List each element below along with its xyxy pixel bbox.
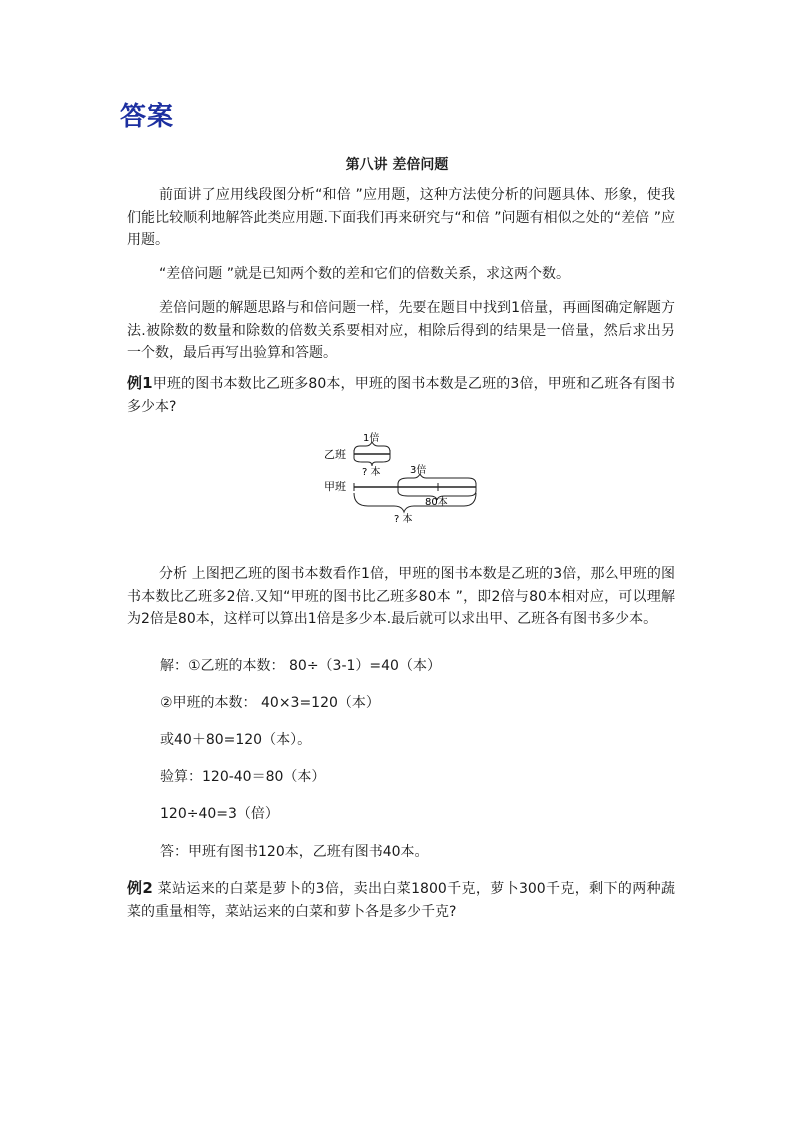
solution-step2-alt: 或40＋80=120（本）。: [160, 732, 312, 748]
answer-heading: 答案: [120, 102, 175, 132]
line-segment-diagram: [318, 430, 488, 526]
intro-paragraph: 前面讲了应用线段图分析“和倍 ”应用题，这种方法使分析的问题具体、形象，使我们能比较顺利地解答此类应用题.下面我们再来研究与“和倍 ”问题有相似之处的“差倍 ”应用题。: [127, 187, 675, 248]
example2-label: 例2: [127, 879, 153, 897]
brace-q-yi: [354, 458, 390, 466]
example1-label: 例1: [127, 374, 153, 392]
analysis-paragraph: 分析 上图把乙班的图书本数看作1倍，甲班的图书本数是乙班的3倍，那么甲班的图书本数比乙班多2倍.又知“甲班的图书比乙班多80本 ”，即2倍与80本相对应，可以理解为2倍是80本，这样可以算出1倍是多少本.最后就可以求出甲、乙班各有图书多少本。: [127, 566, 675, 627]
lesson-title: 第八讲 差倍问题: [345, 157, 449, 173]
solution-step2: ②甲班的本数： 40×3=120（本）: [160, 695, 380, 711]
method-paragraph: 差倍问题的解题思路与和倍问题一样，先要在题目中找到1倍量，再画图确定解题方法.被除数的数量和除数的倍数关系要相对应，相除后得到的结果是一倍量，然后求出另一个数，最后再写出验算和答题。: [127, 300, 675, 361]
check-line1: 验算：120-40＝80（本）: [160, 769, 326, 785]
definition-paragraph: “差倍问题 ”就是已知两个数的差和它们的倍数关系，求这两个数。: [159, 266, 570, 282]
example2-text: 菜站运来的白菜是萝卜的3倍，卖出白菜1800千克，萝卜300千克，剩下的两种蔬菜的重量相等，菜站运来的白菜和萝卜各是多少千克?: [127, 881, 675, 920]
diagram-label-yi: 乙班: [324, 448, 346, 461]
diagram-label-jia: 甲班: [324, 480, 346, 493]
answer-line: 答：甲班有图书120本，乙班有图书40本。: [160, 844, 429, 860]
check-line2: 120÷40=3（倍）: [160, 806, 279, 822]
solution-step1: 解：①乙班的本数： 80÷（3-1）=40（本）: [160, 658, 441, 674]
diagram-q-yi: ? 本: [362, 467, 381, 478]
diagram-three-times: 3倍: [410, 465, 427, 476]
diagram-one-times: 1倍: [363, 433, 380, 444]
example1-text: 甲班的图书本数比乙班多80本，甲班的图书本数是乙班的3倍，甲班和乙班各有图书多少本?: [127, 376, 675, 415]
diagram-diff: 80本: [425, 497, 448, 508]
example1-paragraph: [127, 372, 675, 418]
example2-paragraph: [127, 877, 675, 923]
diagram-q-jia: ? 本: [394, 514, 413, 525]
